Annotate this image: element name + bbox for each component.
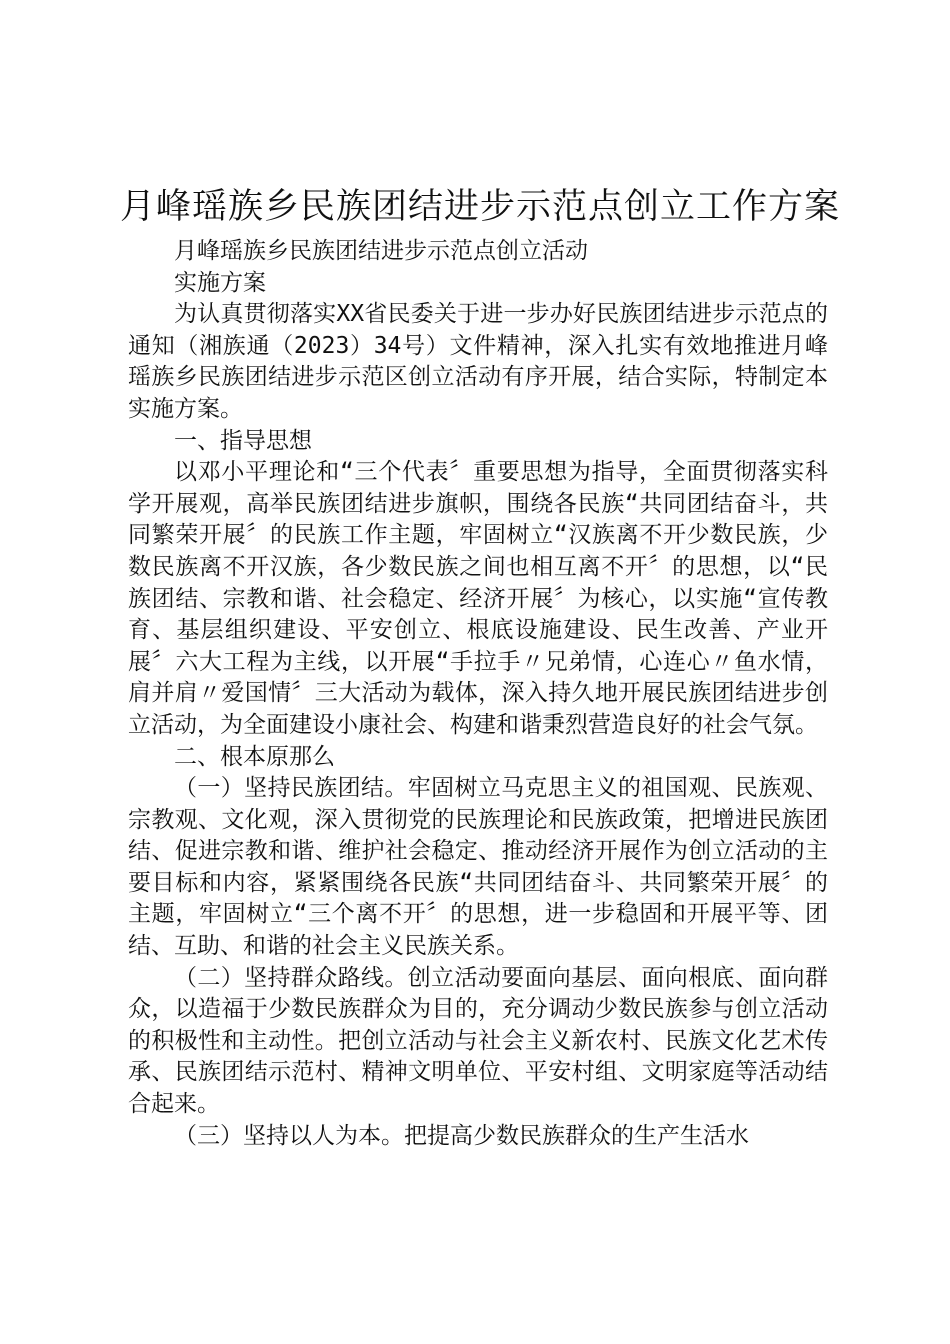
principle-3-paragraph: （三）坚持以人为本。把提高少数民族群众的生产生活水 [174,1122,749,1149]
section-heading-basic-principles: 二、根本原那么 [174,743,335,770]
guiding-ideology-paragraph: 以邓小平理论和“三个代表〞重要思想为指导，全面贯彻落实科学开展观，高举民族团结进步旗帜，围绕各民族“共同团结奋斗，共同繁荣开展〞的民族工作主题，牢固树立“汉族离不开少数民族，少数民族离不开汉族，各少数民族之间也相互离不开〞的思想，以“民族团结、宗教和谐、社会稳定、经济开展〞为核心，以实施“宣传教育、基层组织建设、平安创立、根底设施建设、民生改善、产业开展〞六大工程为主线，以开展“手拉手〃兄弟情，心连心〃鱼水情，肩并肩〃爱国情〞三大活动为载体，深入持久地开展民族团结进步创立活动，为全面建设小康社会、构建和谐秉烈营造良好的社会气氛。 [128,459,828,738]
subtitle-line-2: 实施方案 [174,269,266,296]
subtitle-line-1: 月峰瑶族乡民族团结进步示范点创立活动 [174,238,588,264]
principle-1-paragraph: （一）坚持民族团结。牢固树立马克思主义的祖国观、民族观、宗教观、文化观，深入贯彻党的民族理论和民族政策，把增进民族团结、促进宗教和谐、维护社会稳定、推动经济开展作为创立活动的主要目标和内容，紧紧围绕各民族“共同团结奋斗、共同繁荣开展〞的主题，牢固树立“三个离不开〞的思想，进一步稳固和开展平等、团结、互助、和谐的社会主义民族关系。 [128,775,828,960]
section-heading-guiding-ideology: 一、指导思想 [174,427,312,454]
document-body [128,236,828,1152]
principle-2-paragraph: （二）坚持群众路线。创立活动要面向基层、面向根底、面向群众，以造福于少数民族群众为目的，充分调动少数民族参与创立活动的积极性和主动性。把创立活动与社会主义新农村、民族文化艺术传承、民族团结示范村、精神文明单位、平安村组、文明家庭等活动结合起来。 [128,964,828,1118]
document-title: 月峰瑶族乡民族团结进步示范点创立工作方案 [119,187,840,227]
intro-paragraph: 为认真贯彻落实XX省民委关于进一步办好民族团结进步示范点的通知（湘族通（2023）34号）文件精神，深入扎实有效地推进月峰瑶族乡民族团结进步示范区创立活动有序开展，结合实际，特制定本实施方案。 [128,301,828,422]
